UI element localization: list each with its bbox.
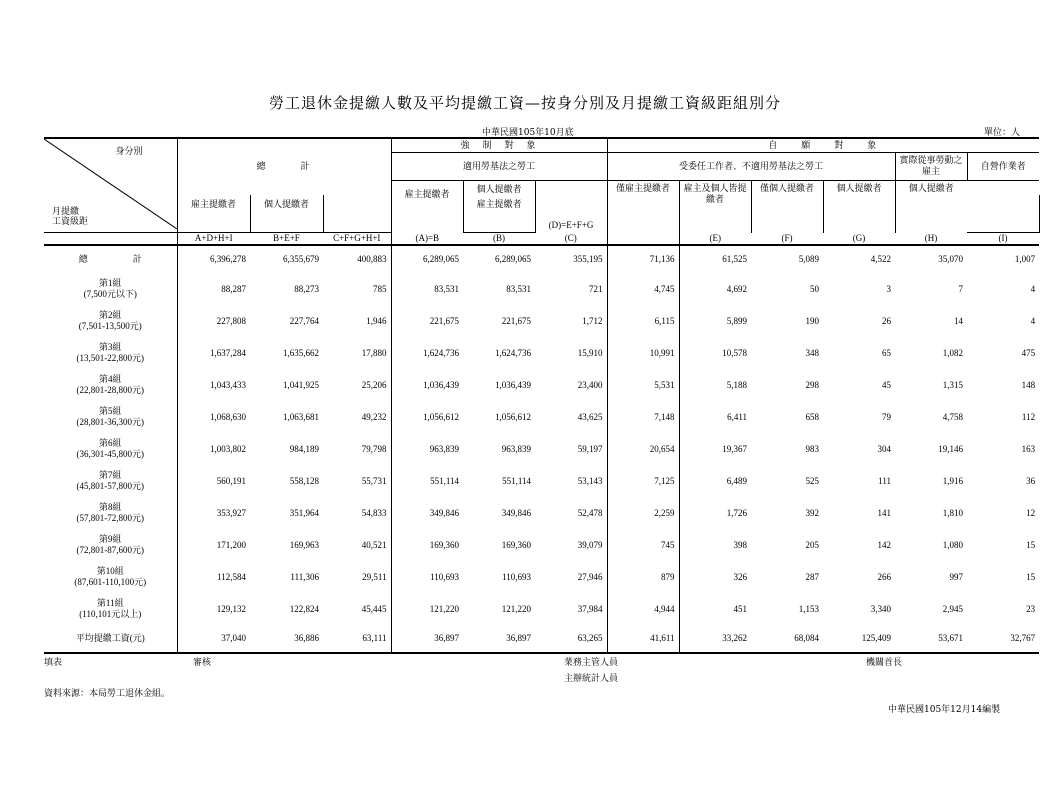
cell-h: 4,758 xyxy=(942,411,964,422)
cell-b: 169,360 xyxy=(501,539,531,550)
cell-a: 551,114 xyxy=(430,475,459,486)
col-a-employer-header: 雇主提繳者 xyxy=(391,180,463,233)
cell-f: 1,153 xyxy=(798,603,820,614)
cell-f: 68,084 xyxy=(751,625,823,653)
cell-c: 37,984 xyxy=(535,593,607,625)
cell-h: 19,146 xyxy=(938,443,964,454)
cell-total-personal: 54,833 xyxy=(323,497,391,529)
row-label-group: 第6組 xyxy=(98,438,122,448)
cell-d: 6,115 xyxy=(607,305,679,337)
cell-f: 190 xyxy=(805,315,820,326)
cell-e: 5,899 xyxy=(726,315,748,326)
actual-employer-header: 實際從事勞動之雇主 xyxy=(895,152,967,180)
cell-d: 41,611 xyxy=(607,625,679,653)
table-row xyxy=(44,561,1039,593)
row-label xyxy=(44,305,177,337)
cell-c: 53,143 xyxy=(535,465,607,497)
cell-c: 355,195 xyxy=(535,245,607,273)
reviewer-label: 審核 xyxy=(193,658,212,668)
cell-e: 19,367 xyxy=(722,443,748,454)
head-label: 機關首長 xyxy=(866,658,903,668)
code-total-employer: B+E+F xyxy=(250,233,323,246)
cell-b: 221,675 xyxy=(501,315,531,326)
cell-g: 65 xyxy=(882,347,892,358)
cell-e: 10,578 xyxy=(722,347,748,358)
cell-h: 7 xyxy=(958,283,964,294)
col-c-personal-header xyxy=(463,180,535,195)
compulsory-header: 強 制 對 象 xyxy=(391,138,607,152)
cell-a: 169,360 xyxy=(429,539,459,550)
cell-i: 12 xyxy=(1026,507,1036,518)
cell-total-personal: 49,232 xyxy=(323,401,391,433)
cell-e: 6,489 xyxy=(726,475,748,486)
filler-label: 填表 xyxy=(44,658,63,668)
cell-h: 1,916 xyxy=(942,475,964,486)
row-label-group: 第4組 xyxy=(98,374,122,384)
identity-header: 身分別 xyxy=(115,146,143,156)
col-c-personal-label: 個人提繳者 xyxy=(476,183,522,194)
cell-i: 475 xyxy=(1021,347,1036,358)
bracket-header-line1: 月提繳 xyxy=(52,206,80,216)
cell-a: 121,220 xyxy=(429,603,459,614)
cell-total-personal: 1,946 xyxy=(323,305,391,337)
cell-a: 221,675 xyxy=(429,315,459,326)
code-d-bottom xyxy=(607,233,679,246)
cell-b: 1,624,736 xyxy=(495,347,531,358)
code-c: (C) xyxy=(535,233,607,246)
cell-e: 33,262 xyxy=(679,625,751,653)
row-label-group: 第11組 xyxy=(96,598,124,608)
row-label xyxy=(44,497,177,529)
stat-officer-label: 主辦統計人員 xyxy=(564,674,619,684)
code-total-personal: C+F+G+H+I xyxy=(323,233,391,246)
cell-h: 35,070 xyxy=(938,254,964,264)
cell-d: 879 xyxy=(607,561,679,593)
cell-d: 745 xyxy=(607,529,679,561)
cell-total-employer: 122,824 xyxy=(289,603,319,614)
cell-i: 15 xyxy=(1026,571,1036,582)
col-f-label: 雇主及個人皆提繳者 xyxy=(683,182,747,204)
row-label-group: 第5組 xyxy=(98,406,122,416)
cell-total-personal: 785 xyxy=(323,273,391,305)
code-i: (I) xyxy=(967,233,1039,246)
cell-h: 1,315 xyxy=(942,379,964,390)
self-employed-header: 自營作業者 xyxy=(967,152,1039,180)
cell-i: 1,007 xyxy=(1014,254,1036,264)
cell-total: 171,200 xyxy=(216,539,246,550)
cell-total-employer: 1,635,662 xyxy=(283,347,319,358)
cell-d: 7,125 xyxy=(607,465,679,497)
cell-total: 1,068,630 xyxy=(210,411,246,422)
cell-a: 963,839 xyxy=(429,443,459,454)
bracket-header-line2: 工資級距 xyxy=(52,216,89,226)
cell-a: 6,289,065 xyxy=(423,254,459,264)
col-g-header xyxy=(751,180,823,233)
cell-total: 6,396,278 xyxy=(210,254,246,264)
report-date: 中華民國105年10月底 xyxy=(482,128,574,138)
cell-b: 551,114 xyxy=(502,475,531,486)
row-label-range: (28,801-36,300元) xyxy=(76,417,144,427)
cell-f: 205 xyxy=(805,539,820,550)
cell-c: 1,712 xyxy=(535,305,607,337)
cell-total-employer: 169,963 xyxy=(289,539,319,550)
cell-total: 353,927 xyxy=(216,507,246,518)
cell-c: 59,197 xyxy=(535,433,607,465)
cell-total-employer: 227,764 xyxy=(289,315,319,326)
cell-h: 14 xyxy=(954,315,964,326)
cell-f: 298 xyxy=(805,379,820,390)
cell-total-personal: 79,798 xyxy=(323,433,391,465)
row-label-group: 第7組 xyxy=(98,470,122,480)
cell-b: 1,036,439 xyxy=(495,379,531,390)
cell-a: 1,624,736 xyxy=(423,347,459,358)
cell-i: 4 xyxy=(1030,315,1036,326)
lsa-workers-header: 適用勞基法之勞工 xyxy=(391,152,607,180)
cell-g: 26 xyxy=(882,315,892,326)
cell-f: 983 xyxy=(805,443,820,454)
cell-g: 141 xyxy=(877,507,892,518)
total-header: 總 計 xyxy=(177,138,391,195)
total-employer-label: 雇主提繳者 xyxy=(190,198,236,209)
cell-c: 23,400 xyxy=(535,369,607,401)
cell-total-personal: 17,880 xyxy=(323,337,391,369)
total-personal-header xyxy=(250,195,323,233)
cell-g: 3,340 xyxy=(870,603,892,614)
col-e-header xyxy=(607,180,679,233)
cell-h: 53,671 xyxy=(895,625,967,653)
code-row-blank xyxy=(44,233,177,246)
cell-c: 52,478 xyxy=(535,497,607,529)
cell-f: 392 xyxy=(805,507,820,518)
cell-b: 83,531 xyxy=(506,283,531,294)
code-g: (G) xyxy=(823,233,895,246)
row-label-group: 平均提繳工資(元) xyxy=(75,633,145,643)
row-label-group: 第3組 xyxy=(98,342,122,352)
cell-a: 110,693 xyxy=(430,571,459,582)
source-note: 資料來源：本局勞工退休金組。 xyxy=(44,689,171,699)
cell-total-employer: 558,128 xyxy=(289,475,319,486)
cell-total: 227,808 xyxy=(216,315,246,326)
col-h-header xyxy=(823,180,895,233)
code-b: (B) xyxy=(463,233,535,246)
total-personal-label: 個人提繳者 xyxy=(263,198,309,209)
cell-total: 112,584 xyxy=(217,571,246,582)
cell-g: 125,409 xyxy=(823,625,895,653)
cell-total: 129,132 xyxy=(216,603,246,614)
cell-f: 525 xyxy=(805,475,820,486)
cell-h: 1,080 xyxy=(942,539,964,550)
diagonal-header-cell xyxy=(44,138,177,233)
cell-total-personal: 55,731 xyxy=(323,465,391,497)
cell-total: 1,637,284 xyxy=(210,347,246,358)
cell-i: 4 xyxy=(1030,283,1036,294)
row-label-group: 總 計 xyxy=(78,254,142,264)
cell-h: 2,945 xyxy=(942,603,964,614)
cell-f: 287 xyxy=(805,571,820,582)
cell-e: 1,726 xyxy=(726,507,748,518)
table-row xyxy=(44,369,1039,401)
row-label xyxy=(44,433,177,465)
cell-b: 1,056,612 xyxy=(495,411,531,422)
row-label-group: 第1組 xyxy=(98,278,122,288)
cell-g: 142 xyxy=(877,539,892,550)
row-label xyxy=(44,625,177,653)
row-label-range: (7,501-13,500元) xyxy=(78,321,142,331)
cell-f: 658 xyxy=(805,411,820,422)
cell-h: 997 xyxy=(949,571,964,582)
cell-c: 721 xyxy=(535,273,607,305)
cell-i: 36 xyxy=(1026,475,1036,486)
row-label-range: (57,801-72,800元) xyxy=(76,513,144,523)
cell-total: 37,040 xyxy=(177,625,250,653)
cell-total: 88,287 xyxy=(221,283,246,294)
compiled-date: 中華民國105年12月14編製 xyxy=(888,705,1001,715)
page-title: 勞工退休金提繳人數及平均提繳工資—按身分別及月提繳工資級距組別分 xyxy=(268,94,781,112)
cell-a: 1,036,439 xyxy=(423,379,459,390)
table-row xyxy=(44,593,1039,625)
cell-d: 7,148 xyxy=(607,401,679,433)
cell-i: 163 xyxy=(1021,443,1036,454)
cell-total-employer: 88,273 xyxy=(294,283,319,294)
cell-g: 3 xyxy=(886,283,892,294)
cell-b: 963,839 xyxy=(501,443,531,454)
table-row xyxy=(44,625,1039,653)
col-i-label: 個人提繳者 xyxy=(908,182,954,193)
code-d: (D)=E+F+G xyxy=(535,180,607,233)
table-row xyxy=(44,245,1039,273)
cell-e: 326 xyxy=(733,571,748,582)
col-f-header xyxy=(679,180,751,233)
cell-d: 4,745 xyxy=(607,273,679,305)
cell-c: 27,946 xyxy=(535,561,607,593)
row-label-range: (87,601-110,100元) xyxy=(74,577,147,587)
row-label xyxy=(44,369,177,401)
col-i-header xyxy=(895,180,967,233)
cell-total-employer: 111,306 xyxy=(290,571,319,582)
cell-h: 1,082 xyxy=(942,347,964,358)
row-label-group: 第2組 xyxy=(98,310,122,320)
cell-total-employer: 6,355,679 xyxy=(283,254,319,264)
cell-total: 560,191 xyxy=(216,475,246,486)
code-f: (F) xyxy=(751,233,823,246)
cell-d: 2,259 xyxy=(607,497,679,529)
col-a-header xyxy=(323,195,391,233)
cell-e: 4,692 xyxy=(726,283,748,294)
cell-e: 61,525 xyxy=(722,254,748,264)
unit-label: 單位：人 xyxy=(984,128,1021,138)
cell-b: 121,220 xyxy=(501,603,531,614)
cell-d: 4,944 xyxy=(607,593,679,625)
row-label-range: (13,501-22,800元) xyxy=(76,353,144,363)
row-label xyxy=(44,273,177,305)
table-row xyxy=(44,305,1039,337)
cell-i: 148 xyxy=(1021,379,1036,390)
cell-total: 1,003,802 xyxy=(210,443,246,454)
code-total: A+D+H+I xyxy=(177,233,250,246)
cell-e: 398 xyxy=(733,539,748,550)
cell-total-personal: 25,206 xyxy=(323,369,391,401)
cell-b: 349,846 xyxy=(501,507,531,518)
cell-a: 349,846 xyxy=(429,507,459,518)
col-g-label: 僅個人提繳者 xyxy=(760,182,815,193)
cell-f: 5,089 xyxy=(798,254,820,264)
col-e-label: 僅雇主提繳者 xyxy=(616,182,671,193)
row-label-group: 第8組 xyxy=(98,502,122,512)
bracket-header xyxy=(52,206,88,226)
row-label-range: (110,101元以上) xyxy=(79,609,142,619)
col-h-label: 個人提繳者 xyxy=(836,182,882,193)
table-row xyxy=(44,273,1039,305)
cell-g: 111 xyxy=(878,475,892,486)
cell-f: 348 xyxy=(805,347,820,358)
cell-c: 15,910 xyxy=(535,337,607,369)
cell-total-personal: 29,511 xyxy=(323,561,391,593)
cell-e: 5,188 xyxy=(726,379,748,390)
cell-total: 1,043,433 xyxy=(210,379,246,390)
cell-h: 1,810 xyxy=(942,507,964,518)
contract-workers-header: 受委任工作者、不適用勞基法之勞工 xyxy=(607,152,895,180)
cell-b: 110,693 xyxy=(502,571,531,582)
table-row xyxy=(44,465,1039,497)
cell-i: 23 xyxy=(1026,603,1036,614)
row-label-group: 第10組 xyxy=(96,566,124,576)
table-row xyxy=(44,497,1039,529)
row-label xyxy=(44,529,177,561)
table-row xyxy=(44,401,1039,433)
row-label-range: (7,500元以下) xyxy=(83,289,137,299)
row-label-range: (22,801-28,800元) xyxy=(76,385,144,395)
row-label-range: (72,801-87,600元) xyxy=(76,545,144,555)
row-label xyxy=(44,245,177,273)
cell-c: 43,625 xyxy=(535,401,607,433)
cell-total-personal: 63,111 xyxy=(323,625,391,653)
cell-g: 266 xyxy=(877,571,892,582)
table-row xyxy=(44,529,1039,561)
cell-b: 36,897 xyxy=(463,625,535,653)
cell-d: 5,531 xyxy=(607,369,679,401)
cell-e: 6,411 xyxy=(727,411,748,422)
row-label-group: 第9組 xyxy=(98,534,122,544)
cell-d: 71,136 xyxy=(607,245,679,273)
table-body xyxy=(44,245,1039,653)
statistics-table xyxy=(44,137,1040,654)
cell-i: 112 xyxy=(1021,411,1036,422)
cell-i: 32,767 xyxy=(967,625,1039,653)
table-row xyxy=(44,337,1039,369)
col-c-spacer xyxy=(967,195,1039,233)
cell-g: 4,522 xyxy=(870,254,892,264)
cell-total-employer: 1,063,681 xyxy=(283,411,319,422)
cell-c: 63,265 xyxy=(535,625,607,653)
code-a: (A)=B xyxy=(391,233,463,246)
total-employer-header xyxy=(177,195,250,233)
cell-a: 36,897 xyxy=(391,625,463,653)
code-h: (H) xyxy=(895,233,967,246)
cell-total-employer: 984,189 xyxy=(289,443,319,454)
cell-b: 6,289,065 xyxy=(495,254,531,264)
row-label xyxy=(44,465,177,497)
cell-d: 20,654 xyxy=(607,433,679,465)
cell-f: 50 xyxy=(810,283,820,294)
cell-total-personal: 45,445 xyxy=(323,593,391,625)
cell-d: 10,991 xyxy=(607,337,679,369)
cell-total-employer: 351,964 xyxy=(289,507,319,518)
cell-a: 83,531 xyxy=(434,283,459,294)
row-label xyxy=(44,337,177,369)
cell-g: 304 xyxy=(877,443,892,454)
row-label xyxy=(44,561,177,593)
supervisor-label: 業務主管人員 xyxy=(564,658,619,668)
code-row xyxy=(44,233,1039,246)
table-header xyxy=(44,138,1039,245)
row-label xyxy=(44,593,177,625)
voluntary-header: 自 願 對 象 xyxy=(607,138,1039,152)
row-label xyxy=(44,401,177,433)
cell-total-personal: 400,883 xyxy=(323,245,391,273)
col-b-employer-header xyxy=(463,195,535,233)
code-e: (E) xyxy=(679,233,751,246)
cell-i: 15 xyxy=(1026,539,1036,550)
table-row xyxy=(44,433,1039,465)
cell-a: 1,056,612 xyxy=(423,411,459,422)
cell-c: 39,079 xyxy=(535,529,607,561)
cell-g: 79 xyxy=(882,411,892,422)
row-label-range: (45,801-57,800元) xyxy=(76,481,144,491)
cell-total-employer: 1,041,925 xyxy=(283,379,319,390)
cell-total-employer: 36,886 xyxy=(250,625,323,653)
cell-g: 45 xyxy=(882,379,892,390)
cell-e: 451 xyxy=(733,603,748,614)
col-b-employer-label: 雇主提繳者 xyxy=(476,198,522,209)
cell-total-personal: 40,521 xyxy=(323,529,391,561)
row-label-range: (36,301-45,800元) xyxy=(76,449,144,459)
